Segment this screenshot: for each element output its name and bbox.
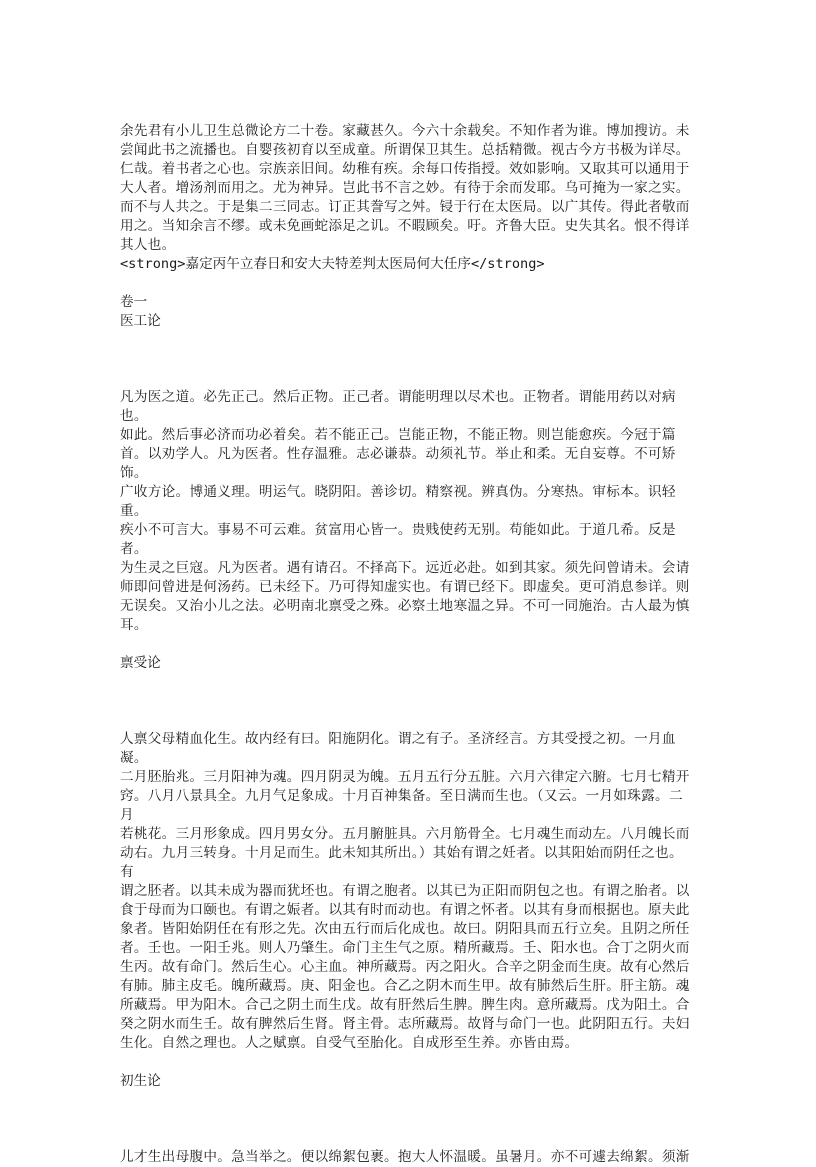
text-line: 用之。当知余言不缪。或未免画蛇添足之讥。不暇顾矣。吁。齐鲁大臣。史失其名。恨不得详 xyxy=(120,218,690,234)
text-line: 窍。八月八景具全。九月气足象成。十月百神集备。至日满而生也。（又云。一月如珠露。二月 xyxy=(120,788,683,823)
text-line: 食于母而为口颐也。有谓之娠者。以其有时而动也。有谓之怀者。以其有身而根据也。原夫此 xyxy=(120,902,690,918)
preface-signature: <strong>嘉定丙午立春日和安大夫特差判太医局何大任序</strong> xyxy=(120,256,545,272)
text-line: 其人也。 xyxy=(120,237,176,253)
document-page xyxy=(120,122,696,1167)
section-title: 医工论 xyxy=(120,313,161,329)
text-line: 耳。 xyxy=(120,617,148,633)
text-line: 谓之胚者。以其未成为器而犹坯也。有谓之胞者。以其已为正阳而阴包之也。有谓之胎者。以 xyxy=(120,883,690,899)
text-line: 仁哉。着书者之心也。宗族亲旧间。幼稚有疾。余每口传指授。效如影响。又取其可以通用于 xyxy=(120,161,690,177)
preface-paragraph xyxy=(120,122,696,255)
text-line: 生丙。故有命门。然后生心。心主血。神所藏焉。丙之阳火。合辛之阴金而生庚。故有心然后 xyxy=(120,959,690,975)
text-line: 首。以劝学人。凡为医者。性存温雅。志必谦恭。动须礼节。举止和柔。无自妄尊。不可矫饰。 xyxy=(120,446,676,481)
text-line: 动右。九月三转身。十月足而生。此未知其所出。）其始有谓之妊者。以其阳始而阴任之也。有 xyxy=(120,845,683,880)
section-paragraph xyxy=(120,1148,696,1167)
text-line: 大人者。增汤剂而用之。尤为神异。岂此书不言之妙。有待于余而发耶。乌可掩为一家之实。 xyxy=(120,180,690,196)
text-line: 有肺。肺主皮毛。魄所藏焉。庚、阳金也。合乙之阴木而生甲。故有肺然后生肝。肝主筋。魂 xyxy=(120,978,690,994)
section-paragraph xyxy=(120,388,696,635)
text-line: 癸之阴水而生壬。故有脾然后生肾。肾主骨。志所藏焉。故肾与命门一也。此阴阳五行。夫妇 xyxy=(120,1016,690,1032)
text-line: 为生灵之巨寇。凡为医者。遇有请召。不择高下。远近必赴。如到其家。须先问曾请未。会请 xyxy=(120,560,690,576)
text-line: 如此。然后事必济而功必着矣。若不能正己。岂能正物，不能正物。则岂能愈疾。今冠于篇 xyxy=(120,427,676,443)
text-line: 疾小不可言大。事易不可云难。贫富用心皆一。贵贱使药无别。苟能如此。于道几希。反是者。 xyxy=(120,522,676,557)
text-line: 余先君有小儿卫生总微论方二十卷。家藏甚久。今六十余载矣。不知作者为谁。博加搜访。未 xyxy=(120,123,690,139)
text-line: 所藏焉。甲为阳木。合己之阴土而生戊。故有肝然后生脾。脾生肉。意所藏焉。戊为阳土。合 xyxy=(120,997,690,1013)
text-line: 儿才生出母腹中。急当举之。便以绵絮包裹。抱大人怀温暖。虽暑月。亦不可遽去绵絮。须渐 xyxy=(120,1149,690,1165)
text-line: 象者。皆阳始阴任在有形之先。次由五行而后化成也。故曰。阴阳具而五行立矣。且阴之所任 xyxy=(120,921,690,937)
text-line: 生化。自然之理也。人之赋禀。自受气至胎化。自成形至生养。亦皆由焉。 xyxy=(120,1035,579,1051)
text-line: 无误矣。又治小儿之法。必明南北禀受之殊。必察土地寒温之异。不可一同施治。古人最为慎 xyxy=(120,598,690,614)
text-line: 人禀父母精血化生。故内经有曰。阳施阴化。谓之有子。圣济经言。方其受授之初。一月血凝。 xyxy=(120,731,676,766)
section-title: 初生论 xyxy=(120,1073,161,1089)
section-paragraph xyxy=(120,730,696,1053)
text-line: 尝闻此书之流播也。自婴孩初育以至成童。所谓保卫其生。总括精微。视古今方书极为详尽。 xyxy=(120,142,690,158)
text-line: 者。壬也。一阳壬兆。则人乃肇生。命门主生气之原。精所藏焉。壬、阳水也。合丁之阴火而 xyxy=(120,940,690,956)
text-line: 若桃花。三月形象成。四月男女分。五月腑脏具。六月筋骨全。七月魂生而动左。八月魄长而 xyxy=(120,826,690,842)
text-line: 广收方论。博通义理。明运气。晓阴阳。善诊切。精察视。辨真伪。分寒热。审标本。识轻重。 xyxy=(120,484,676,519)
text-line: 凡为医之道。必先正己。然后正物。正己者。谓能明理以尽术也。正物者。谓能用药以对病也。 xyxy=(120,389,676,424)
text-line: 师即问曾进是何汤药。已未经下。乃可得知虚实也。有谓已经下。即虚矣。更可消息参详。则 xyxy=(120,579,690,595)
volume-heading: 卷一 xyxy=(120,294,148,310)
text-line: 而不与人共之。于是集二三同志。订正其誊写之舛。锓于行在太医局。以广其传。得此者敬而 xyxy=(120,199,690,215)
text-line: 二月胚胎兆。三月阳神为魂。四月阴灵为魄。五月五行分五脏。六月六律定六腑。七月七精开 xyxy=(120,769,690,785)
section-title: 禀受论 xyxy=(120,655,161,671)
